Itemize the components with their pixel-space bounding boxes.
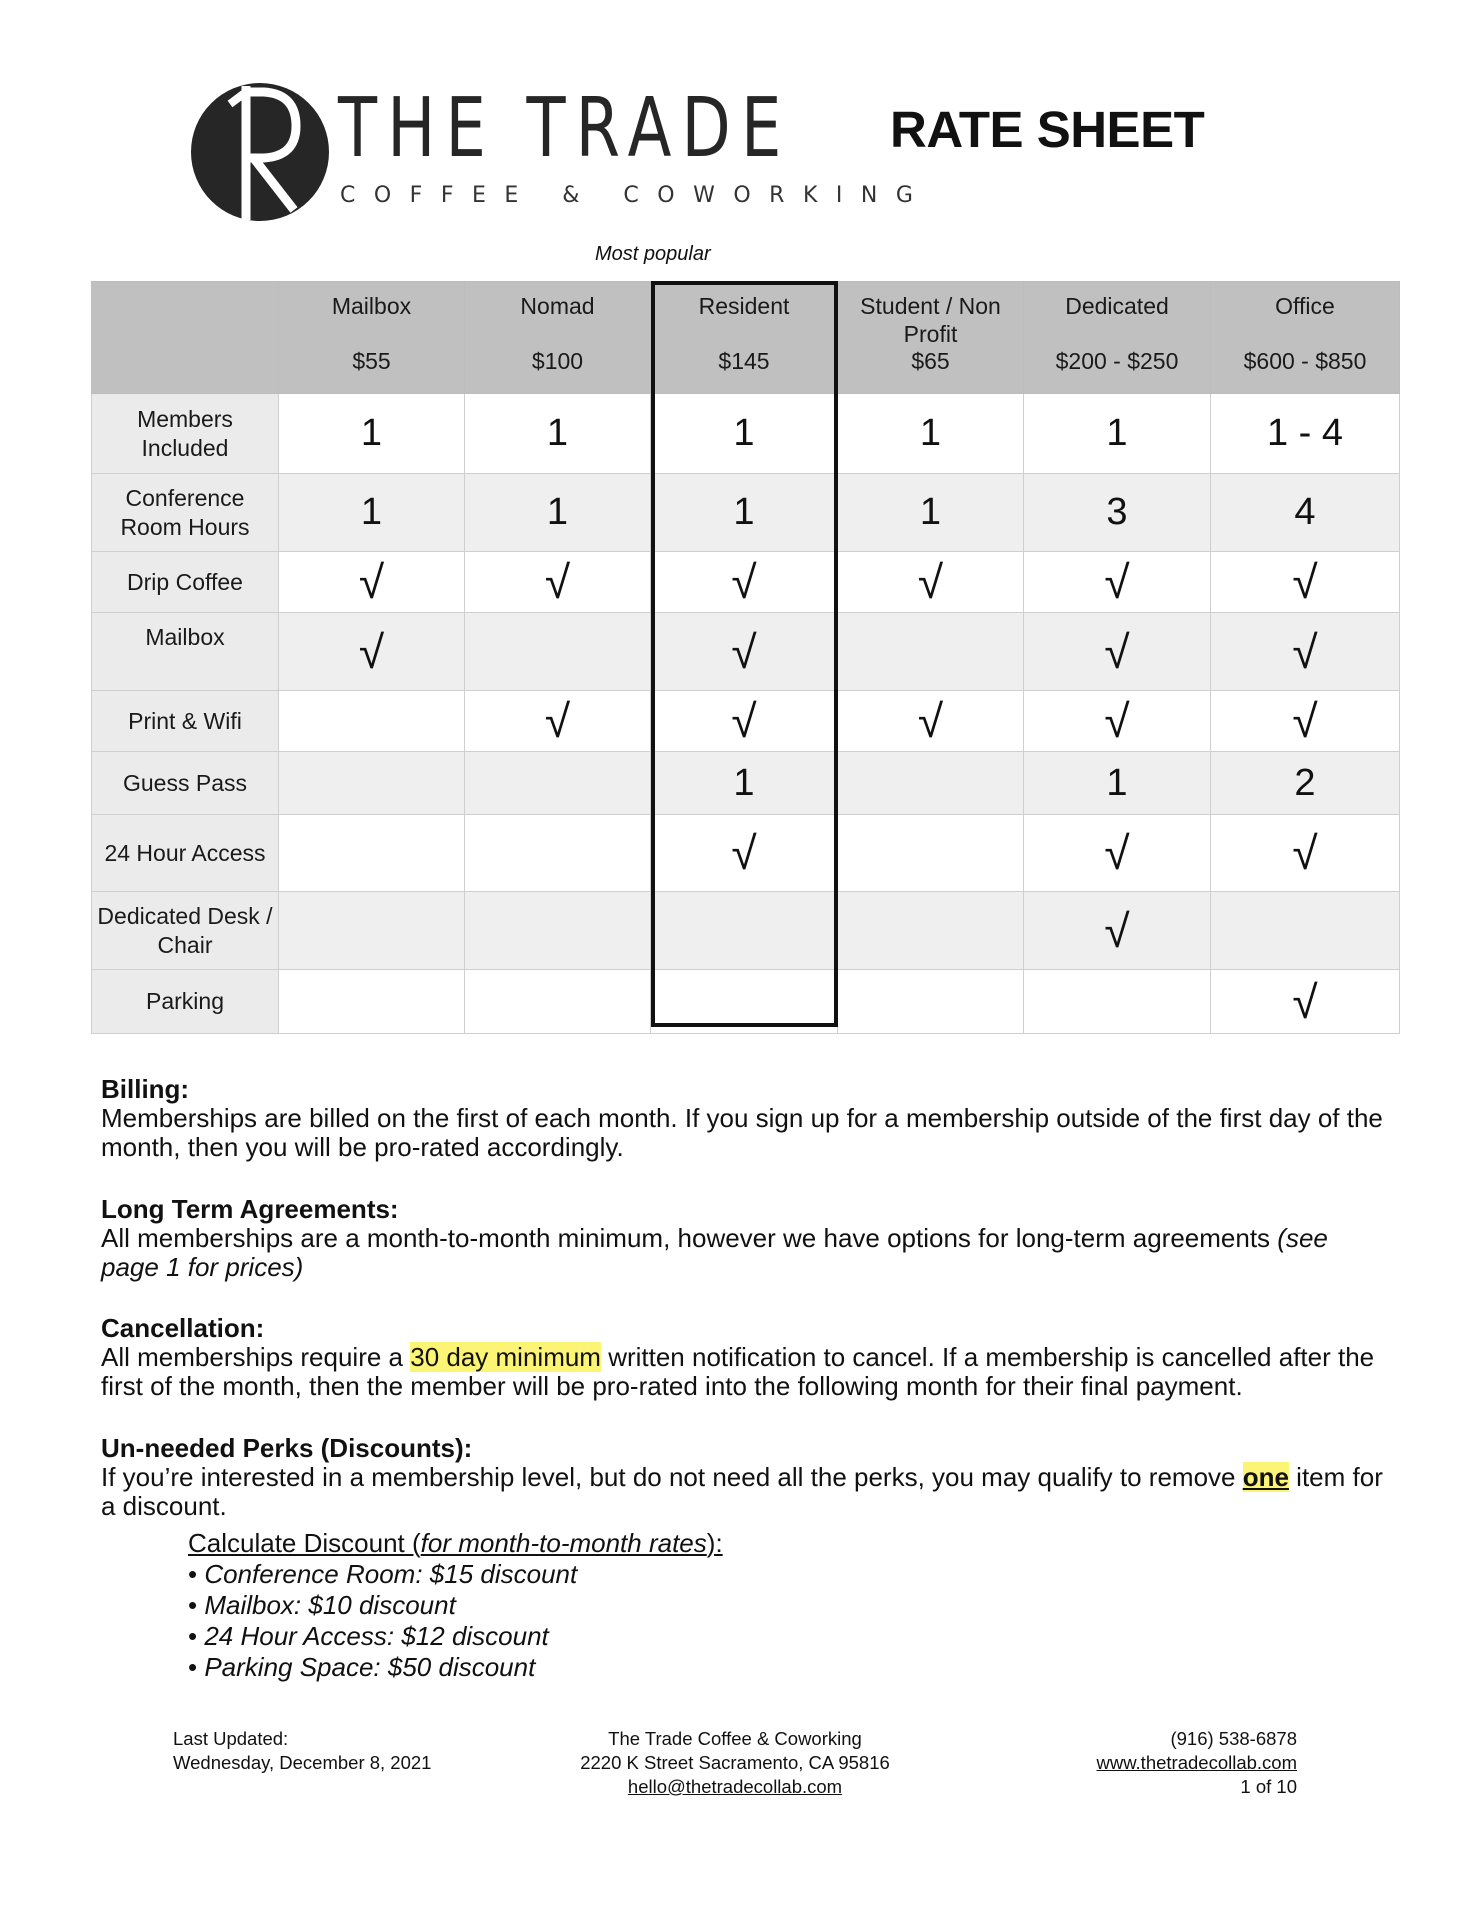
plan-name: Student / Non Profit xyxy=(860,293,1001,347)
cancellation-text xyxy=(101,1343,1391,1401)
checkmark-cell: √ xyxy=(1211,613,1400,691)
long-term-body: All memberships are a month-to-month minimum, however we have options for long-term agreements xyxy=(101,1223,1278,1253)
billing-heading: Billing: xyxy=(101,1074,190,1104)
checkmark-cell: √ xyxy=(465,552,651,613)
table-header-row xyxy=(92,282,1400,394)
value-cell xyxy=(279,815,465,892)
plan-name: Office xyxy=(1275,293,1335,319)
cancellation-section xyxy=(101,1314,1391,1401)
long-term-section xyxy=(101,1195,1391,1282)
perks-heading: Un-needed Perks (Discounts): xyxy=(101,1433,473,1463)
value-cell: 4 xyxy=(1211,474,1400,552)
table-row xyxy=(92,552,1400,613)
plan-price: $55 xyxy=(352,348,391,374)
value-cell xyxy=(838,752,1024,815)
billing-section xyxy=(101,1075,1391,1162)
discount-heading-end: ): xyxy=(706,1528,723,1558)
plan-header xyxy=(838,282,1024,394)
value-cell: 1 xyxy=(651,474,838,552)
value-cell: 1 xyxy=(651,394,838,474)
table-row xyxy=(92,970,1400,1034)
cancellation-heading: Cancellation: xyxy=(101,1313,265,1343)
checkmark-cell: √ xyxy=(838,691,1024,752)
table-row xyxy=(92,892,1400,970)
discount-list xyxy=(188,1528,723,1683)
checkmark-cell: √ xyxy=(1024,691,1211,752)
cancellation-text-end: written notification to cancel. If a membership is cancelled after the first of the month, then the member will be pro-rated into the following month for their final payment. xyxy=(101,1342,1375,1401)
list-item: • Conference Room: $15 discount xyxy=(188,1559,723,1590)
checkmark-cell: √ xyxy=(838,552,1024,613)
header-corner xyxy=(92,282,279,394)
plan-price: $100 xyxy=(531,348,584,374)
business-address: 2220 K Street Sacramento, CA 95816 xyxy=(580,1752,890,1773)
checkmark-cell: √ xyxy=(651,552,838,613)
table-row xyxy=(92,474,1400,552)
cancellation-highlight: 30 day minimum xyxy=(410,1342,601,1372)
checkmark-cell: √ xyxy=(1024,815,1211,892)
value-cell xyxy=(838,970,1024,1034)
feature-label: Members Included xyxy=(92,394,279,474)
checkmark-cell: √ xyxy=(1211,970,1400,1034)
checkmark-cell: √ xyxy=(651,815,838,892)
logo-subtitle: COFFEE & COWORKING xyxy=(340,183,932,208)
website-link[interactable]: www.thetradecollab.com xyxy=(1096,1752,1297,1773)
table-row xyxy=(92,394,1400,474)
feature-label: 24 Hour Access xyxy=(92,815,279,892)
value-cell xyxy=(838,815,1024,892)
value-cell xyxy=(465,970,651,1034)
phone-number: (916) 538-6878 xyxy=(1170,1728,1297,1749)
value-cell xyxy=(465,613,651,691)
plan-header xyxy=(279,282,465,394)
checkmark-cell: √ xyxy=(279,552,465,613)
value-cell xyxy=(465,815,651,892)
checkmark-cell: √ xyxy=(1024,552,1211,613)
plan-name: Dedicated xyxy=(1065,293,1169,319)
checkmark-cell: √ xyxy=(1024,892,1211,970)
feature-label: Conference Room Hours xyxy=(92,474,279,552)
value-cell xyxy=(465,892,651,970)
checkmark-cell: √ xyxy=(1211,552,1400,613)
footer-info xyxy=(1000,1727,1297,1799)
cancellation-text-start: All memberships require a xyxy=(101,1342,411,1372)
value-cell: 1 xyxy=(838,474,1024,552)
value-cell xyxy=(651,970,838,1034)
value-cell: 1 xyxy=(1024,394,1211,474)
plan-name: Resident xyxy=(698,293,790,319)
long-term-heading: Long Term Agreements: xyxy=(101,1194,399,1224)
updated-label: Last Updated: xyxy=(173,1728,289,1749)
plan-price: $145 xyxy=(718,348,770,374)
feature-label: Dedicated Desk / Chair xyxy=(92,892,279,970)
value-cell xyxy=(279,892,465,970)
plan-header xyxy=(651,282,838,394)
rate-table xyxy=(91,281,1400,1034)
checkmark-cell: √ xyxy=(651,613,838,691)
value-cell: 1 xyxy=(465,474,651,552)
perks-text-end: item for a discount. xyxy=(101,1462,1383,1521)
table-row xyxy=(92,613,1400,691)
feature-label: Print & Wifi xyxy=(92,691,279,752)
page-number: 1 of 10 xyxy=(1240,1776,1297,1797)
plan-name: Mailbox xyxy=(331,293,412,319)
checkmark-cell: √ xyxy=(1024,613,1211,691)
table-row xyxy=(92,752,1400,815)
checkmark-cell: √ xyxy=(465,691,651,752)
long-term-note: (see page 1 for prices) xyxy=(101,1223,1328,1282)
discount-heading-start: Calculate Discount ( xyxy=(188,1528,421,1558)
table-row xyxy=(92,815,1400,892)
perks-highlight: one xyxy=(1242,1462,1289,1492)
plan-price: $65 xyxy=(911,348,950,374)
perks-section xyxy=(101,1434,1391,1521)
most-popular-label: Most popular xyxy=(595,243,711,265)
value-cell: 1 xyxy=(279,394,465,474)
list-item: • Mailbox: $10 discount xyxy=(188,1590,723,1621)
footer-contact xyxy=(560,1727,910,1799)
perks-text-start: If you’re interested in a membership level, but do not need all the perks, you may qualify to remove xyxy=(101,1462,1243,1492)
plan-name: Nomad xyxy=(520,293,595,319)
value-cell: 2 xyxy=(1211,752,1400,815)
checkmark-cell: √ xyxy=(1211,691,1400,752)
value-cell: 1 xyxy=(1024,752,1211,815)
discount-items xyxy=(188,1559,723,1683)
letter-r-circle-icon xyxy=(190,82,330,222)
value-cell xyxy=(279,691,465,752)
value-cell xyxy=(651,892,838,970)
billing-text: Memberships are billed on the first of each month. If you sign up for a membership outside of the first day of the month, then you will be pro-rated accordingly. xyxy=(101,1103,1383,1162)
plan-header xyxy=(1211,282,1400,394)
email-link[interactable]: hello@thetradecollab.com xyxy=(627,1776,843,1797)
value-cell: 1 xyxy=(279,474,465,552)
updated-date: Wednesday, December 8, 2021 xyxy=(173,1752,432,1773)
discount-heading xyxy=(188,1528,723,1559)
logo-title: THE TRADE xyxy=(338,81,792,176)
value-cell xyxy=(1024,970,1211,1034)
value-cell xyxy=(279,970,465,1034)
discount-heading-em: for month-to-month rates xyxy=(420,1528,707,1558)
feature-label: Parking xyxy=(92,970,279,1034)
value-cell: 1 xyxy=(465,394,651,474)
footer-updated xyxy=(173,1727,431,1775)
checkmark-cell: √ xyxy=(279,613,465,691)
plan-header xyxy=(465,282,651,394)
list-item: • 24 Hour Access: $12 discount xyxy=(188,1621,723,1652)
feature-label: Guess Pass xyxy=(92,752,279,815)
value-cell xyxy=(838,613,1024,691)
value-cell xyxy=(1211,892,1400,970)
table-row xyxy=(92,691,1400,752)
checkmark-cell: √ xyxy=(1211,815,1400,892)
plan-header xyxy=(1024,282,1211,394)
value-cell xyxy=(279,752,465,815)
value-cell: 1 xyxy=(651,752,838,815)
value-cell: 1 xyxy=(838,394,1024,474)
checkmark-cell: √ xyxy=(651,691,838,752)
long-term-text xyxy=(101,1224,1391,1282)
feature-label: Mailbox xyxy=(92,613,279,691)
list-item: • Parking Space: $50 discount xyxy=(188,1652,723,1683)
page-title: RATE SHEET xyxy=(890,101,1205,158)
perks-text xyxy=(101,1463,1391,1521)
plan-price: $600 - $850 xyxy=(1243,348,1367,374)
value-cell: 1 - 4 xyxy=(1211,394,1400,474)
value-cell xyxy=(838,892,1024,970)
business-name: The Trade Coffee & Coworking xyxy=(608,1728,862,1749)
value-cell xyxy=(465,752,651,815)
feature-label: Drip Coffee xyxy=(92,552,279,613)
value-cell: 3 xyxy=(1024,474,1211,552)
plan-price: $200 - $250 xyxy=(1055,348,1179,374)
